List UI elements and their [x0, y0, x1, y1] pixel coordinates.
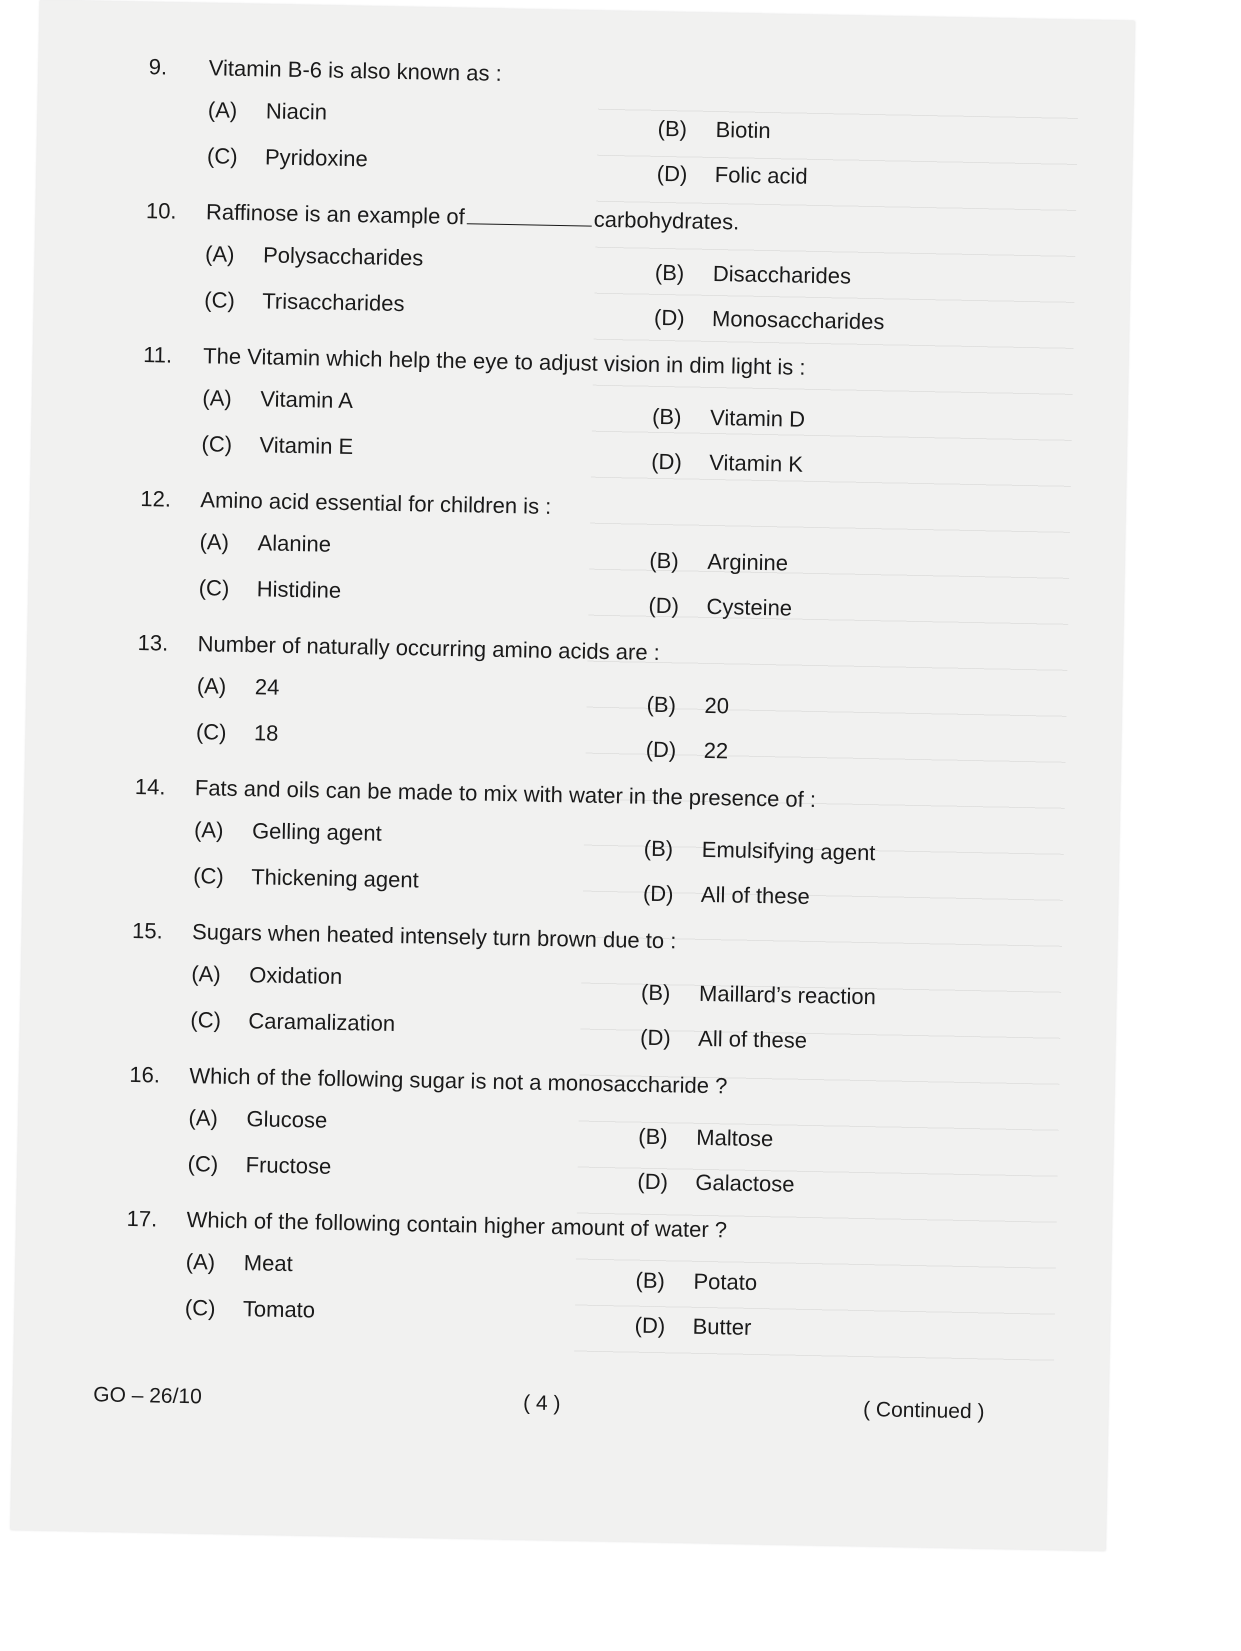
question-13 [25, 628, 1028, 787]
question-text: Number of naturally occurring amino acids are : [197, 631, 661, 666]
page-number: ( 4 ) [522, 1391, 561, 1416]
question-number: 13. [137, 629, 169, 656]
option-b: (B) Emulsifying agent [643, 835, 876, 866]
question-text: Which of the following contain higher amount of water ? [186, 1207, 728, 1243]
question-15 [20, 916, 1023, 1075]
option-b: (B) Arginine [649, 547, 789, 576]
option-d: (D) 22 [645, 736, 729, 764]
question-16 [17, 1060, 1020, 1219]
option-a: (A) Alanine [199, 529, 332, 557]
question-14 [22, 772, 1025, 931]
option-b: (B) Disaccharides [654, 259, 852, 289]
option-c: (C) 18 [195, 719, 279, 746]
question-text: The Vitamin which help the eye to adjust vision in dim light is : [202, 343, 806, 380]
option-c: (C) Tomato [184, 1295, 316, 1323]
question-number: 15. [131, 917, 163, 944]
option-b: (B) Vitamin D [651, 403, 806, 432]
question-number: 10. [145, 198, 177, 224]
paper-code: GO – 26/10 [93, 1383, 203, 1409]
option-d: (D) All of these [639, 1024, 808, 1053]
question-12 [28, 484, 1031, 643]
question-17 [14, 1204, 1017, 1363]
option-a: (A) Polysaccharides [204, 241, 424, 271]
question-text: Vitamin B-6 is also known as : [208, 55, 502, 86]
option-b: (B) 20 [646, 691, 730, 719]
question-number: 11. [142, 342, 173, 368]
option-d: (D) Cysteine [648, 592, 793, 621]
option-c: (C) Pyridoxine [206, 143, 368, 172]
question-text: Fats and oils can be made to mix with water in the presence of : [194, 775, 817, 813]
option-c: (C) Trisaccharides [204, 287, 405, 317]
option-a: (A) Oxidation [191, 961, 343, 989]
question-number: 16. [129, 1061, 161, 1088]
question-number: 9. [148, 54, 168, 80]
option-a: (A) Gelling agent [193, 817, 382, 846]
option-d: (D) Butter [634, 1312, 752, 1340]
option-c: (C) Fructose [187, 1151, 332, 1179]
option-b: (B) Maltose [638, 1123, 774, 1152]
exam-page [11, 0, 1135, 1551]
question-10 [34, 196, 1037, 355]
question-number: 12. [140, 486, 172, 512]
question-list [11, 0, 1135, 1551]
option-a: (A) Vitamin A [202, 385, 354, 414]
question-text: Which of the following sugar is not a monosaccharide ? [189, 1063, 728, 1099]
option-d: (D) Vitamin K [651, 448, 804, 477]
option-d: (D) Monosaccharides [653, 304, 885, 335]
option-c: (C) Histidine [198, 575, 342, 603]
answer-blank [467, 205, 592, 226]
question-text: Amino acid essential for children is : [200, 487, 552, 519]
option-d: (D) All of these [642, 880, 811, 909]
continued-note: ( Continued ) [862, 1398, 985, 1424]
question-11 [31, 340, 1034, 499]
question-9 [36, 52, 1039, 211]
question-text: Raffinose is an example of carbohydrates. [205, 199, 740, 235]
option-a: (A) Meat [185, 1249, 293, 1277]
option-a: (A) 24 [196, 673, 280, 700]
question-number: 14. [134, 773, 166, 800]
question-number: 17. [126, 1205, 158, 1232]
option-b: (B) Potato [635, 1267, 758, 1296]
option-d: (D) Folic acid [656, 160, 808, 189]
option-c: (C) Thickening agent [192, 863, 419, 893]
option-a: (A) Niacin [207, 97, 328, 125]
option-b: (B) Biotin [657, 115, 771, 144]
option-a: (A) Glucose [188, 1105, 328, 1133]
option-b: (B) Maillard’s reaction [640, 979, 877, 1010]
question-text: Sugars when heated intensely turn brown due to : [191, 919, 677, 954]
option-d: (D) Galactose [637, 1168, 795, 1197]
option-c: (C) Caramalization [190, 1007, 396, 1037]
option-c: (C) Vitamin E [201, 431, 354, 460]
